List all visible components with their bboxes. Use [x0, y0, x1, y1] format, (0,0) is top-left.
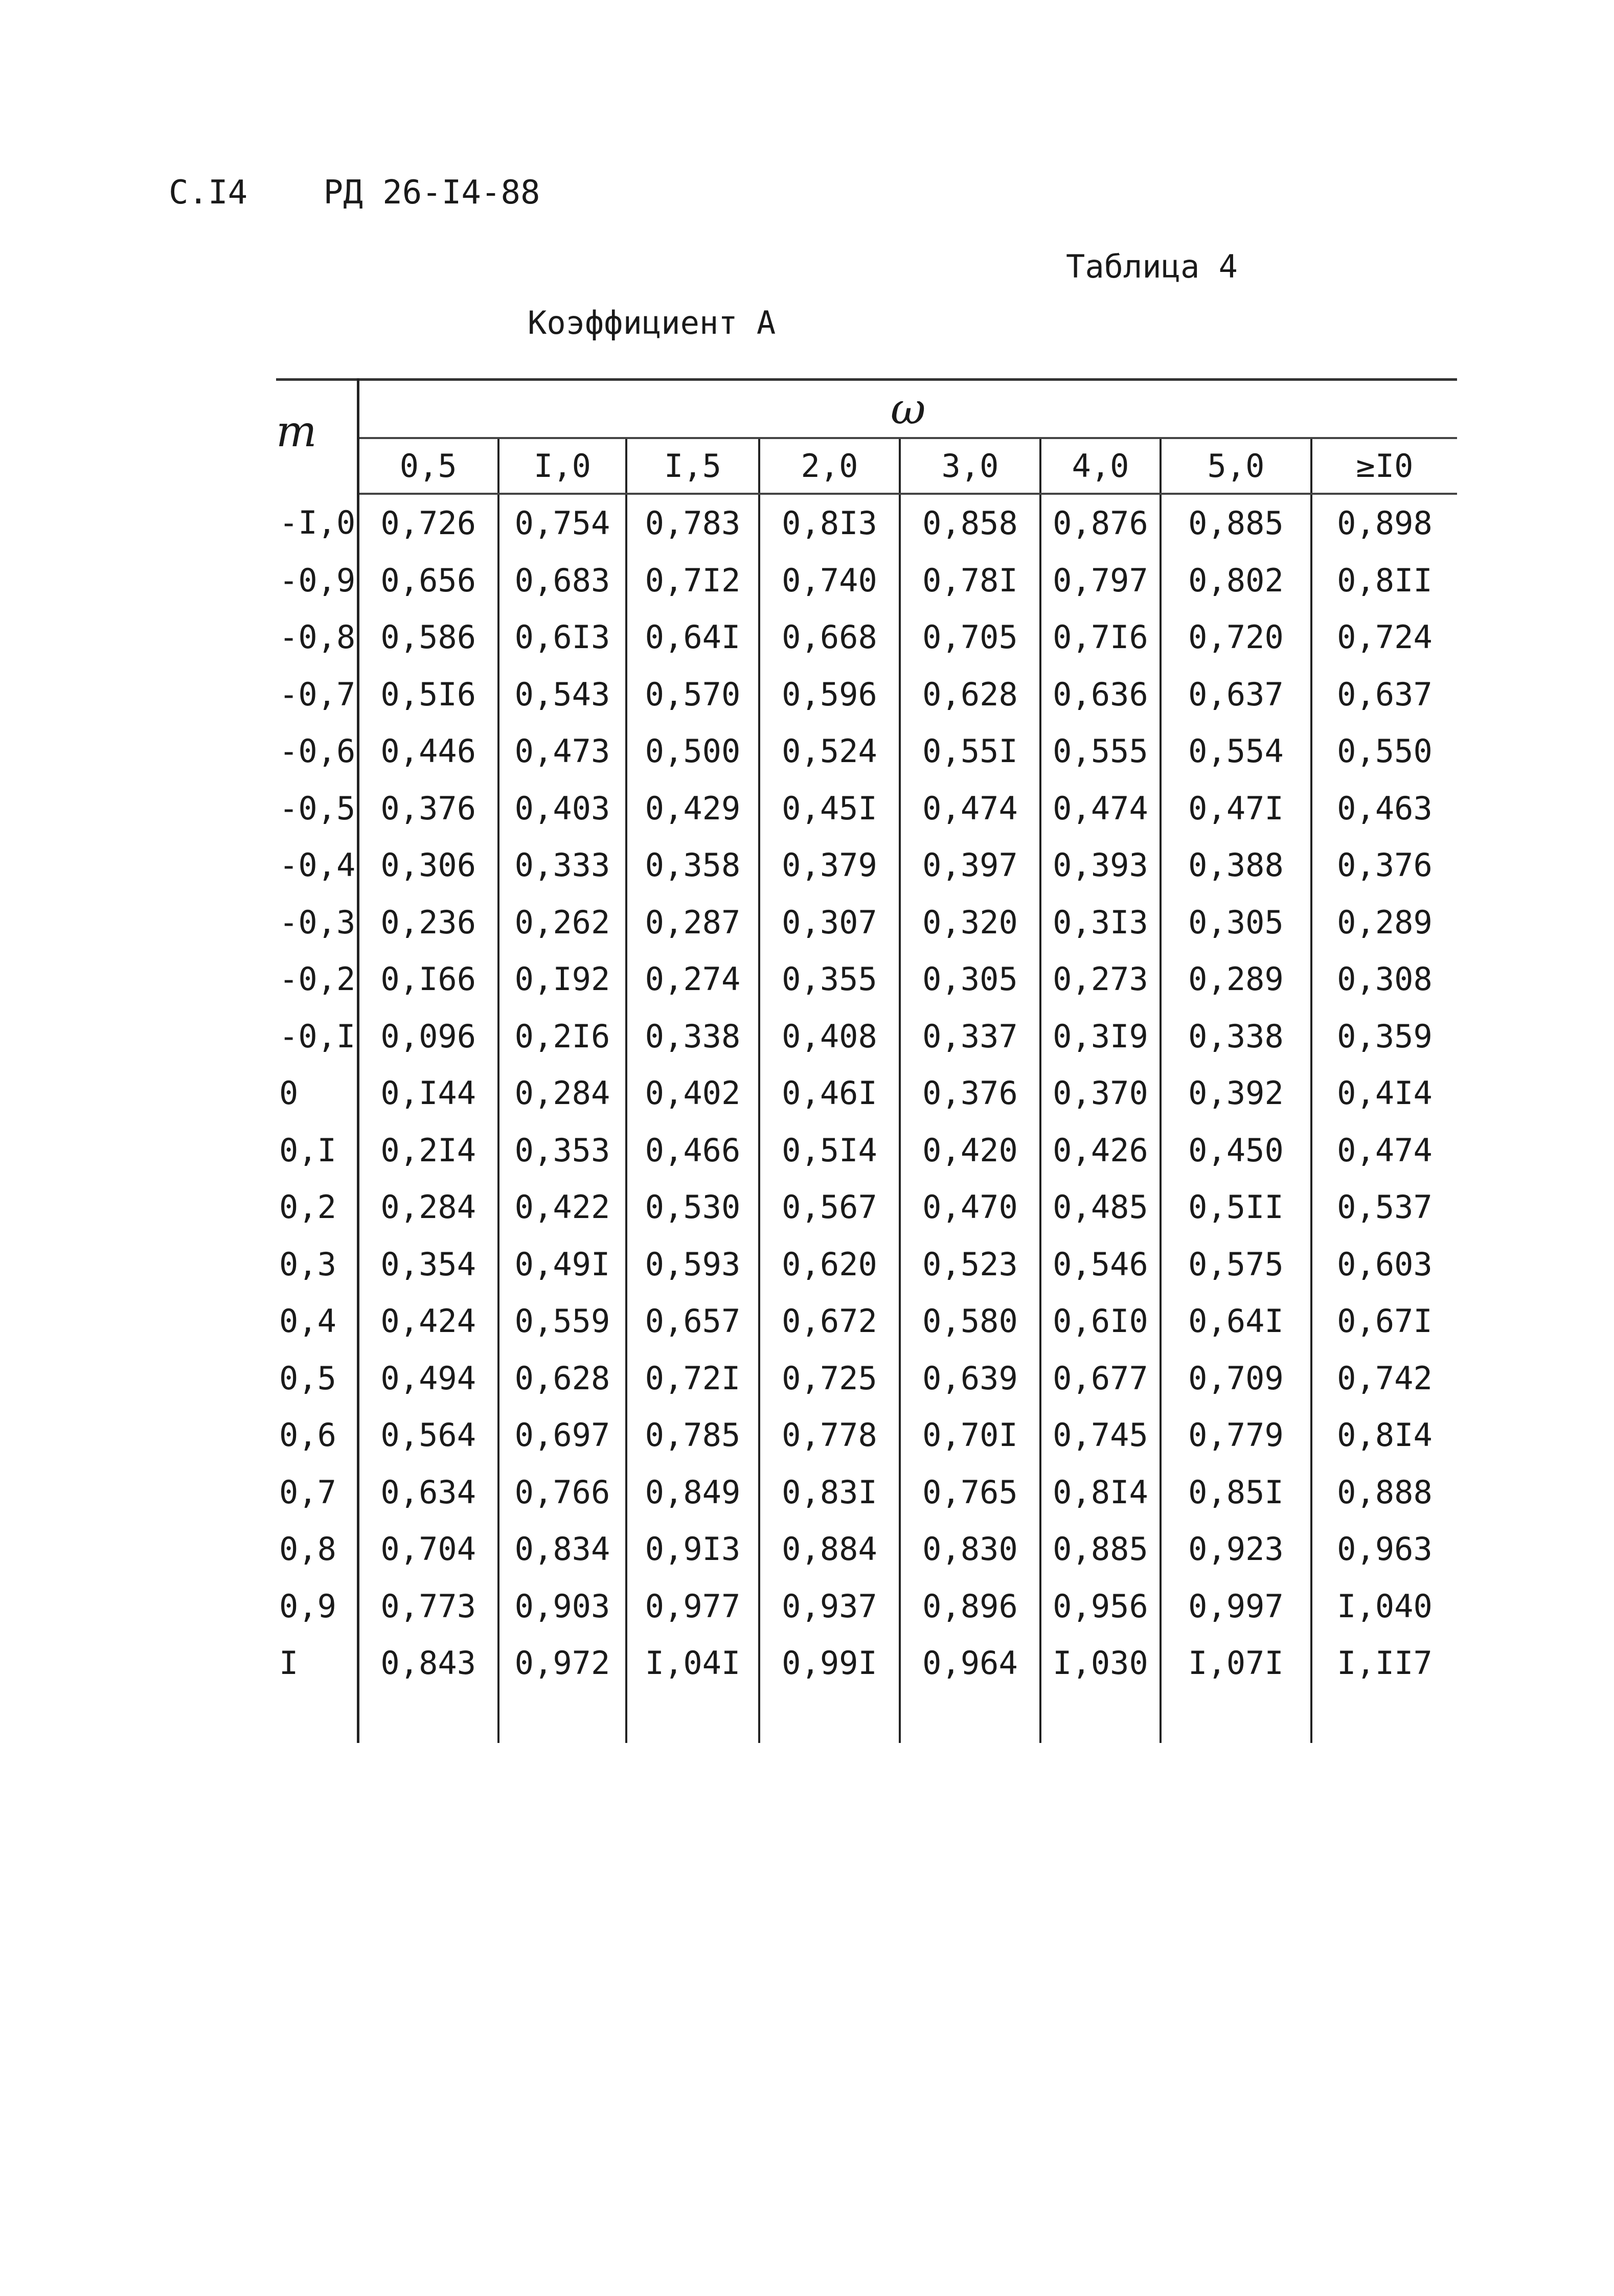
table-cell: 0,470	[900, 1179, 1040, 1236]
table-cell: 0,466	[626, 1122, 759, 1179]
table-row	[276, 780, 1457, 837]
table-cell: 0,596	[759, 666, 900, 723]
table-cell: 0,977	[626, 1578, 759, 1635]
table-row	[276, 1122, 1457, 1179]
table-cell: 0,8I3	[759, 494, 900, 552]
table-cell: 0,964	[900, 1635, 1040, 1692]
table-cell: 0,858	[900, 494, 1040, 552]
table-cell: 0,963	[1337, 1530, 1433, 1568]
table-cell: 0,333	[498, 837, 626, 894]
table-cell: 0,876	[1040, 494, 1161, 552]
table-tail-cell	[1161, 1692, 1311, 1743]
table-cell: 0,537	[1337, 1188, 1433, 1226]
table-cell: 0,307	[759, 894, 900, 951]
table-cell: 0,7I2	[626, 552, 759, 609]
table-cell: 0,45I	[759, 780, 900, 837]
table-cell: 0,656	[358, 552, 498, 609]
table-label: Таблица 4	[1066, 248, 1238, 285]
table-cell: 0,797	[1040, 552, 1161, 609]
coefficient-table	[276, 378, 1457, 1743]
table-cell: 0,7I6	[1040, 609, 1161, 666]
table-cell: 0,5I4	[759, 1122, 900, 1179]
table-cell: 0,5II	[1161, 1179, 1311, 1236]
table-cell: 0,236	[358, 894, 498, 951]
table-cell: 0,884	[759, 1521, 900, 1578]
table-cell: 0,338	[1161, 1008, 1311, 1065]
table-cell: 0,570	[626, 666, 759, 723]
table-cell: 0,424	[358, 1293, 498, 1350]
row-label-m: -0,8	[276, 609, 358, 666]
row-label-m: -0,I	[276, 1008, 358, 1065]
table-cell: 0,284	[498, 1065, 626, 1122]
table-cell: 0,78I	[900, 552, 1040, 609]
table-cell: 0,555	[1040, 723, 1161, 780]
table-cell: 0,765	[900, 1464, 1040, 1521]
column-header: 3,0	[900, 438, 1040, 494]
table-tail-cell	[276, 1692, 358, 1743]
row-label-m: 0,9	[276, 1578, 358, 1635]
table-row	[276, 1293, 1457, 1350]
table-cell: 0,474	[1040, 780, 1161, 837]
table-cell: 0,636	[1040, 666, 1161, 723]
table-cell: 0,745	[1040, 1407, 1161, 1464]
table-cell: 0,397	[900, 837, 1040, 894]
table-cell: 0,843	[358, 1635, 498, 1692]
table-cell: 0,338	[626, 1008, 759, 1065]
row-label-m: -0,4	[276, 837, 358, 894]
row-label-m: 0	[276, 1065, 358, 1122]
table-cell: 0,354	[358, 1236, 498, 1293]
table-tail-cell	[759, 1692, 900, 1743]
table-cell: 0,705	[900, 609, 1040, 666]
table-cell: 0,524	[759, 723, 900, 780]
column-header: I,0	[498, 438, 626, 494]
table-cell: 0,320	[900, 894, 1040, 951]
row-label-m: 0,2	[276, 1179, 358, 1236]
table-cell: 0,639	[900, 1350, 1040, 1407]
document-code: РД 26-I4-88	[323, 174, 540, 212]
row-label-m: -0,7	[276, 666, 358, 723]
table-cell: 0,388	[1161, 837, 1311, 894]
table-cell: 0,725	[759, 1350, 900, 1407]
page-header	[169, 174, 540, 212]
table-cell: 0,559	[498, 1293, 626, 1350]
table-cell: 0,628	[498, 1350, 626, 1407]
table-cell: 0,4I4	[1337, 1074, 1433, 1112]
table-cell: 0,376	[358, 780, 498, 837]
table-tail-cell	[358, 1692, 498, 1743]
table-cell: 0,2I6	[498, 1008, 626, 1065]
table-cell: 0,785	[626, 1407, 759, 1464]
table-cell: 0,274	[626, 951, 759, 1008]
table-cell: I,04I	[626, 1635, 759, 1692]
table-cell: 0,3I3	[1040, 894, 1161, 951]
table-cell: 0,898	[1337, 504, 1433, 542]
table-cell: 0,726	[358, 494, 498, 552]
table-cell: 0,287	[626, 894, 759, 951]
table-cell: 0,766	[498, 1464, 626, 1521]
table-cell: 0,096	[358, 1008, 498, 1065]
table-cell: 0,937	[759, 1578, 900, 1635]
table-tail-row	[276, 1692, 1457, 1743]
table-cell: 0,628	[900, 666, 1040, 723]
table-cell: 0,634	[358, 1464, 498, 1521]
table-cell: 0,420	[900, 1122, 1040, 1179]
table-cell: 0,6I3	[498, 609, 626, 666]
table-cell: 0,972	[498, 1635, 626, 1692]
table-cell: 0,473	[498, 723, 626, 780]
table-cell: 0,83I	[759, 1464, 900, 1521]
table-cell: 0,3I9	[1040, 1008, 1161, 1065]
column-header: I,5	[626, 438, 759, 494]
table-cell: 0,997	[1161, 1578, 1311, 1635]
row-header-m: m	[276, 380, 358, 494]
table-cell: 0,637	[1337, 675, 1433, 713]
table-row	[276, 552, 1457, 609]
table-cell: 0,64I	[626, 609, 759, 666]
column-header: 0,5	[358, 438, 498, 494]
table-cell: 0,885	[1040, 1521, 1161, 1578]
table-cell: I,II7	[1337, 1644, 1433, 1682]
table-cell: 0,530	[626, 1179, 759, 1236]
table-cell: 0,6I0	[1040, 1293, 1161, 1350]
table-cell: 0,I44	[358, 1065, 498, 1122]
table-cell: 0,546	[1040, 1236, 1161, 1293]
table-cell: 0,8II	[1337, 561, 1433, 599]
column-header: 2,0	[759, 438, 900, 494]
row-label-m: -I,0	[276, 494, 358, 552]
table-cell: 0,683	[498, 552, 626, 609]
table-cell: 0,896	[900, 1578, 1040, 1635]
table-cell: 0,593	[626, 1236, 759, 1293]
table-cell: 0,720	[1161, 609, 1311, 666]
table-row	[276, 1236, 1457, 1293]
row-label-m: 0,I	[276, 1122, 358, 1179]
column-header: 4,0	[1040, 438, 1161, 494]
table-row	[276, 1635, 1457, 1692]
table-cell: 0,308	[1337, 960, 1433, 998]
row-label-m: 0,7	[276, 1464, 358, 1521]
row-label-m: 0,3	[276, 1236, 358, 1293]
table-cell: 0,2I4	[358, 1122, 498, 1179]
table-cell: 0,742	[1337, 1359, 1433, 1397]
table-cell: 0,888	[1337, 1473, 1433, 1511]
table-cell: 0,402	[626, 1065, 759, 1122]
table-cell: 0,956	[1040, 1578, 1161, 1635]
table-cell: 0,393	[1040, 837, 1161, 894]
table-cell: 0,305	[1161, 894, 1311, 951]
table-cell: 0,778	[759, 1407, 900, 1464]
table-cell: 0,403	[498, 780, 626, 837]
table-cell: 0,426	[1040, 1122, 1161, 1179]
table-cell: 0,I92	[498, 951, 626, 1008]
table-cell: 0,474	[1337, 1131, 1433, 1169]
table-cell: 0,70I	[900, 1407, 1040, 1464]
table-cell: 0,724	[1337, 618, 1433, 656]
table-cell: 0,262	[498, 894, 626, 951]
table-cell: 0,9I3	[626, 1521, 759, 1578]
table-cell: 0,494	[358, 1350, 498, 1407]
table-cell: 0,704	[358, 1521, 498, 1578]
table-tail-cell	[1040, 1692, 1161, 1743]
table-row	[276, 666, 1457, 723]
table-row	[276, 609, 1457, 666]
table-cell: 0,422	[498, 1179, 626, 1236]
table-cell: 0,379	[759, 837, 900, 894]
table-cell: 0,47I	[1161, 780, 1311, 837]
table-cell: 0,99I	[759, 1635, 900, 1692]
table-cell: 0,709	[1161, 1350, 1311, 1407]
table-row	[276, 1407, 1457, 1464]
table-cell: 0,849	[626, 1464, 759, 1521]
table-cell: I,040	[1337, 1587, 1433, 1625]
table-row	[276, 1578, 1457, 1635]
table-cell: 0,429	[626, 780, 759, 837]
table-cell: 0,67I	[1337, 1302, 1433, 1340]
table-cell: 0,289	[1161, 951, 1311, 1008]
table-cell: 0,49I	[498, 1236, 626, 1293]
table-cell: 0,554	[1161, 723, 1311, 780]
column-header: 5,0	[1161, 438, 1311, 494]
table-cell: 0,376	[1337, 846, 1433, 884]
row-label-m: 0,8	[276, 1521, 358, 1578]
table-cell: 0,543	[498, 666, 626, 723]
table-cell: 0,668	[759, 609, 900, 666]
table-row	[276, 1521, 1457, 1578]
table-title: Коэффициент А	[528, 304, 776, 341]
table-cell: 0,740	[759, 552, 900, 609]
table-cell: 0,657	[626, 1293, 759, 1350]
table-cell: 0,580	[900, 1293, 1040, 1350]
row-label-m: I	[276, 1635, 358, 1692]
table-cell: 0,284	[358, 1179, 498, 1236]
table-row	[276, 1008, 1457, 1065]
table-cell: 0,353	[498, 1122, 626, 1179]
page-number: С.I4	[169, 174, 248, 212]
table-cell: 0,8I4	[1040, 1464, 1161, 1521]
table-cell: 0,783	[626, 494, 759, 552]
table-cell: 0,289	[1337, 903, 1433, 941]
table-cell: 0,474	[900, 780, 1040, 837]
table-cell: 0,273	[1040, 951, 1161, 1008]
table-cell: 0,637	[1161, 666, 1311, 723]
table-cell: 0,779	[1161, 1407, 1311, 1464]
column-group-header-omega: ω	[358, 380, 1457, 439]
table-row	[276, 951, 1457, 1008]
table-cell: 0,337	[900, 1008, 1040, 1065]
table-tail-cell	[626, 1692, 759, 1743]
table-row	[276, 723, 1457, 780]
table-row	[276, 894, 1457, 951]
table-cell: 0,463	[1337, 789, 1433, 827]
table-cell: 0,85I	[1161, 1464, 1311, 1521]
row-label-m: 0,5	[276, 1350, 358, 1407]
table-cell: 0,55I	[900, 723, 1040, 780]
table-cell: 0,370	[1040, 1065, 1161, 1122]
table-tail-cell	[498, 1692, 626, 1743]
table-tail-cell	[900, 1692, 1040, 1743]
table-cell: 0,773	[358, 1578, 498, 1635]
table-cell: 0,523	[900, 1236, 1040, 1293]
table-cell: 0,72I	[626, 1350, 759, 1407]
table-cell: 0,564	[358, 1407, 498, 1464]
table-cell: 0,450	[1161, 1122, 1311, 1179]
table-row	[276, 1350, 1457, 1407]
table-cell: 0,550	[1337, 732, 1433, 770]
table-cell: 0,8I4	[1337, 1416, 1433, 1454]
table-cell: 0,305	[900, 951, 1040, 1008]
table-cell: 0,802	[1161, 552, 1311, 609]
table-cell: 0,620	[759, 1236, 900, 1293]
table-cell: 0,677	[1040, 1350, 1161, 1407]
table-cell: 0,603	[1337, 1245, 1433, 1283]
table-row	[276, 494, 1457, 552]
table-cell: 0,672	[759, 1293, 900, 1350]
table-cell: 0,500	[626, 723, 759, 780]
table-cell: 0,64I	[1161, 1293, 1311, 1350]
table-cell: 0,392	[1161, 1065, 1311, 1122]
table-row	[276, 1179, 1457, 1236]
row-label-m: 0,4	[276, 1293, 358, 1350]
table-cell: 0,408	[759, 1008, 900, 1065]
row-label-m: -0,3	[276, 894, 358, 951]
row-label-m: -0,2	[276, 951, 358, 1008]
table-cell: 0,5I6	[358, 666, 498, 723]
table-cell: I,07I	[1161, 1635, 1311, 1692]
table-cell: 0,586	[358, 609, 498, 666]
table-cell: 0,903	[498, 1578, 626, 1635]
table-cell: 0,376	[900, 1065, 1040, 1122]
table-cell: 0,575	[1161, 1236, 1311, 1293]
table-row	[276, 1065, 1457, 1122]
table-cell: I,030	[1040, 1635, 1161, 1692]
table-cell: 0,754	[498, 494, 626, 552]
table-row	[276, 1464, 1457, 1521]
column-header: ≥I0	[1311, 438, 1457, 494]
table-cell: 0,834	[498, 1521, 626, 1578]
table-cell: 0,359	[1337, 1017, 1433, 1055]
table-cell: 0,358	[626, 837, 759, 894]
table-cell: 0,446	[358, 723, 498, 780]
row-label-m: -0,5	[276, 780, 358, 837]
table-cell: 0,I66	[358, 951, 498, 1008]
table-tail-cell	[1311, 1692, 1457, 1743]
row-label-m: -0,9	[276, 552, 358, 609]
table-cell: 0,46I	[759, 1065, 900, 1122]
table-cell: 0,485	[1040, 1179, 1161, 1236]
table-cell: 0,355	[759, 951, 900, 1008]
table-cell: 0,923	[1161, 1521, 1311, 1578]
table-cell: 0,697	[498, 1407, 626, 1464]
table-cell: 0,567	[759, 1179, 900, 1236]
table-row	[276, 837, 1457, 894]
table-cell: 0,306	[358, 837, 498, 894]
table-cell: 0,885	[1161, 494, 1311, 552]
table-cell: 0,830	[900, 1521, 1040, 1578]
row-label-m: 0,6	[276, 1407, 358, 1464]
row-label-m: -0,6	[276, 723, 358, 780]
